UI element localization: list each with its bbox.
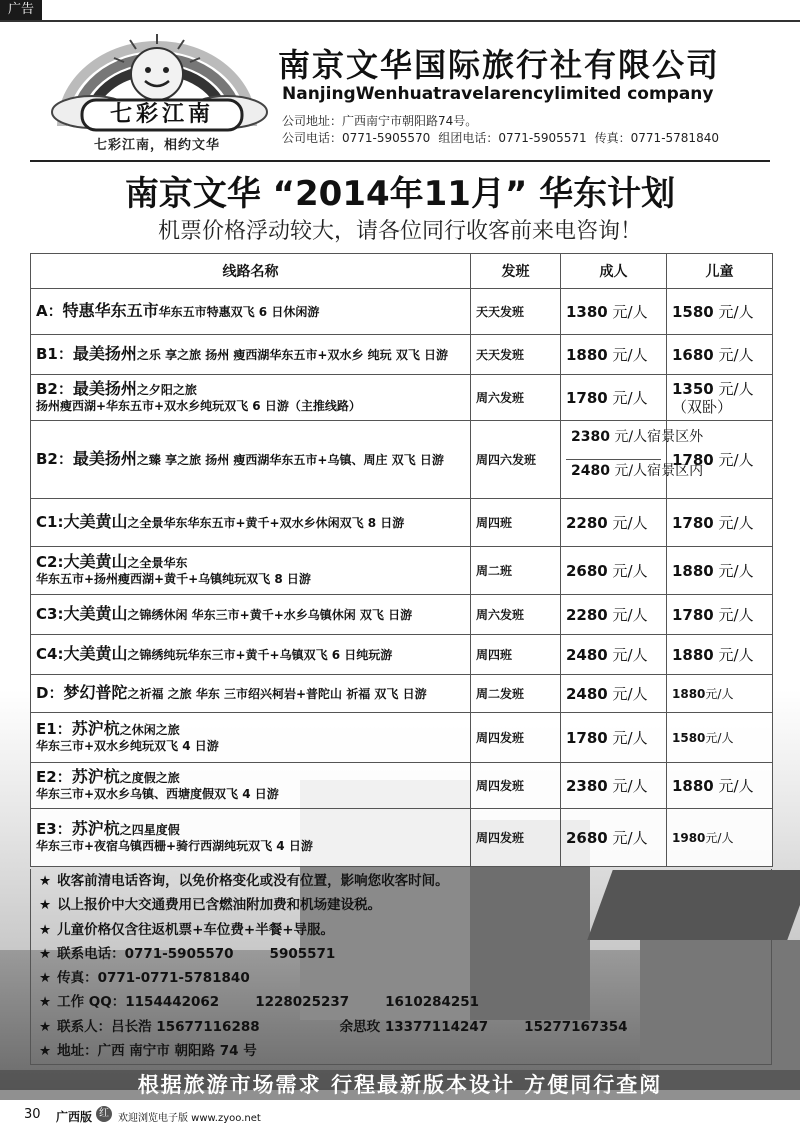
departure-cell: 周六发班 (471, 595, 561, 635)
company-name-cn: 南京文华国际旅行社有限公司 (278, 46, 721, 84)
table-row (31, 547, 773, 595)
adult-price-cell: 2480 元/人 (561, 675, 667, 713)
header-departure: 发班 (471, 254, 561, 289)
adult-price-outside: 2380 元/人宿景区外 (566, 426, 661, 460)
star-icon: ★ (39, 1043, 52, 1060)
star-icon: ★ (39, 921, 52, 938)
child-price-cell: 1780 元/人 (667, 595, 773, 635)
header-child: 儿童 (667, 254, 773, 289)
route-cell: C1:大美黄山之全景华东华东五市+黄千+双水乡休闲双飞 8 日游 (31, 499, 471, 547)
route-cell: D：梦幻普陀之祈福 之旅 华东 三市绍兴柯岩+普陀山 祈福 双飞 日游 (31, 675, 471, 713)
table-row (31, 809, 773, 867)
note-qq: ★ 工作 QQ：1154442062 1228025237 1610284251 (39, 994, 480, 1011)
note-item: ★ 收客前清电话咨询，以免价格变化或没有位置，影响您收客时间。 (39, 873, 449, 889)
departure-cell: 天天发班 (471, 335, 561, 375)
route-cell: C4:大美黄山之锦绣纯玩华东三市+黄千+乌镇双飞 6 日纯玩游 (31, 635, 471, 675)
route-cell: B1：最美扬州之乐 享之旅 扬州 瘦西湖华东五市+双水乡 纯玩 双飞 日游 (31, 335, 471, 375)
route-cell: E2：苏沪杭之度假之旅 华东三市+双水乡乌镇、西塘度假双飞 4 日游 (31, 763, 471, 809)
note-contact-phone: ★ 联系电话：0771-5905570 5905571 (39, 945, 336, 962)
header-route: 线路名称 (31, 254, 471, 289)
page-footer (0, 1104, 800, 1125)
page-title: 南京文华 “2014年11月” 华东计划 (124, 174, 676, 214)
company-phone: 公司电话：0771-5905570 (282, 131, 431, 145)
table-row (31, 595, 773, 635)
company-address: 公司地址：广西南宁市朝阳路74号。 (282, 114, 478, 128)
child-price-cell: 1580 元/人 (667, 289, 773, 335)
note-item: ★ 儿童价格仅含往返机票+车位费+半餐+导服。 (39, 921, 335, 938)
departure-cell: 周四发班 (471, 763, 561, 809)
child-price-cell: 1350 元/人 （双卧） (667, 375, 773, 421)
route-cell: B2：最美扬州之臻 享之旅 扬州 瘦西湖华东五市+乌镇、周庄 双飞 日游 (31, 421, 471, 499)
child-price-cell: 1780 元/人 (667, 499, 773, 547)
star-icon: ★ (39, 873, 52, 889)
table-row (31, 499, 773, 547)
departure-cell: 周四六发班 (471, 421, 561, 499)
adult-price-cell: 1780 元/人 (561, 375, 667, 421)
tour-plan-table (30, 253, 773, 867)
departure-cell: 周四发班 (471, 713, 561, 763)
adult-price-cell: 2280 元/人 (561, 595, 667, 635)
adult-price-cell: 1780 元/人 (561, 713, 667, 763)
company-info (282, 113, 719, 147)
website-link[interactable]: 欢迎浏览电子版 www.zyoo.net (118, 1113, 261, 1124)
table-row (31, 289, 773, 335)
child-price-cell: 1580元/人 (667, 713, 773, 763)
ad-tag: 广告 (0, 0, 42, 20)
child-price-cell: 1680 元/人 (667, 335, 773, 375)
note-contacts: ★ 联系人：吕长浩 15677116288 余思玫 13377114247 15277167354 (39, 1018, 628, 1035)
child-price-cell: 1880 元/人 (667, 763, 773, 809)
edition-label: 广西版 (56, 1110, 93, 1124)
child-price-cell: 1780 元/人 (667, 421, 773, 499)
star-icon: ★ (39, 994, 52, 1011)
star-icon: ★ (39, 970, 52, 987)
company-phones (282, 130, 719, 147)
table-row (31, 675, 773, 713)
departure-cell: 周四班 (471, 635, 561, 675)
adult-price-cell: 2280 元/人 (561, 499, 667, 547)
note-item: ★ 以上报价中大交通费用已含燃油附加费和机场建设税。 (39, 897, 382, 914)
bottom-slogan: 根据旅游市场需求 行程最新版本设计 方便同行查阅 (0, 1070, 800, 1100)
child-price-cell: 1880 元/人 (667, 635, 773, 675)
route-cell: B2：最美扬州之夕阳之旅 扬州瘦西湖+华东五市+双水乡纯玩双飞 6 日游（主推线路） (31, 375, 471, 421)
table-row (31, 335, 773, 375)
page-number: 30 (24, 1107, 41, 1122)
edition-badge-icon: 红 (96, 1106, 112, 1122)
company-name-en: NanjingWenhuatravelarencylimited company (282, 84, 714, 104)
route-cell: E1：苏沪杭之休闲之旅 华东三市+双水乡纯玩双飞 4 日游 (31, 713, 471, 763)
company-group-phone: 组团电话：0771-5905571 (438, 131, 587, 145)
departure-cell: 周四班 (471, 499, 561, 547)
table-row (31, 421, 773, 499)
header-rule-top (0, 20, 800, 22)
route-cell: E3：苏沪杭之四星度假 华东三市+夜宿乌镇西栅+骑行西湖纯玩双飞 4 日游 (31, 809, 471, 867)
header-rule-bottom (30, 160, 770, 162)
page-subtitle: 机票价格浮动较大，请各位同行收客前来电咨询！ (157, 219, 642, 244)
route-cell: A：特惠华东五市华东五市特惠双飞 6 日休闲游 (31, 289, 471, 335)
note-address: ★ 地址：广西 南宁市 朝阳路 74 号 (39, 1043, 257, 1060)
adult-price-cell: 2480 元/人 (561, 635, 667, 675)
adult-price-inside: 2480 元/人宿景区内 (571, 462, 704, 479)
departure-cell: 周二发班 (471, 675, 561, 713)
adult-price-cell: 2680 元/人 (561, 809, 667, 867)
notes-box (30, 869, 772, 1065)
departure-cell: 周六发班 (471, 375, 561, 421)
child-price-cell: 1880 元/人 (667, 547, 773, 595)
adult-price-cell: 2680 元/人 (561, 547, 667, 595)
star-icon: ★ (39, 945, 52, 962)
header-adult: 成人 (561, 254, 667, 289)
table-header-row (31, 254, 773, 289)
adult-price-cell: 2380 元/人 (561, 763, 667, 809)
route-cell: C2:大美黄山之全景华东 华东五市+扬州瘦西湖+黄千+乌镇纯玩双飞 8 日游 (31, 547, 471, 595)
logo-brand-text: 七彩江南 (109, 102, 214, 127)
logo-slogan: 七彩江南，相约文华 (93, 138, 220, 153)
adult-price-cell (561, 421, 704, 499)
table-row (31, 375, 773, 421)
company-fax: 传真：0771-5781840 (594, 131, 719, 145)
star-icon: ★ (39, 1018, 52, 1035)
departure-cell: 周四发班 (471, 809, 561, 867)
departure-cell: 天天发班 (471, 289, 561, 335)
adult-price-cell: 1380 元/人 (561, 289, 667, 335)
child-price-note: （双卧） (672, 397, 733, 416)
route-cell: C3:大美黄山之锦绣休闲 华东三市+黄千+水乡乌镇休闲 双飞 日游 (31, 595, 471, 635)
table-row (31, 635, 773, 675)
note-fax: ★ 传真：0771-0771-5781840 (39, 970, 250, 987)
child-price-cell: 1980元/人 (667, 809, 773, 867)
company-logo (42, 30, 272, 156)
table-row (31, 763, 773, 809)
departure-cell: 周二班 (471, 547, 561, 595)
adult-price-cell: 1880 元/人 (561, 335, 667, 375)
table-row (31, 713, 773, 763)
child-price-cell: 1880元/人 (667, 675, 773, 713)
star-icon: ★ (39, 897, 52, 914)
